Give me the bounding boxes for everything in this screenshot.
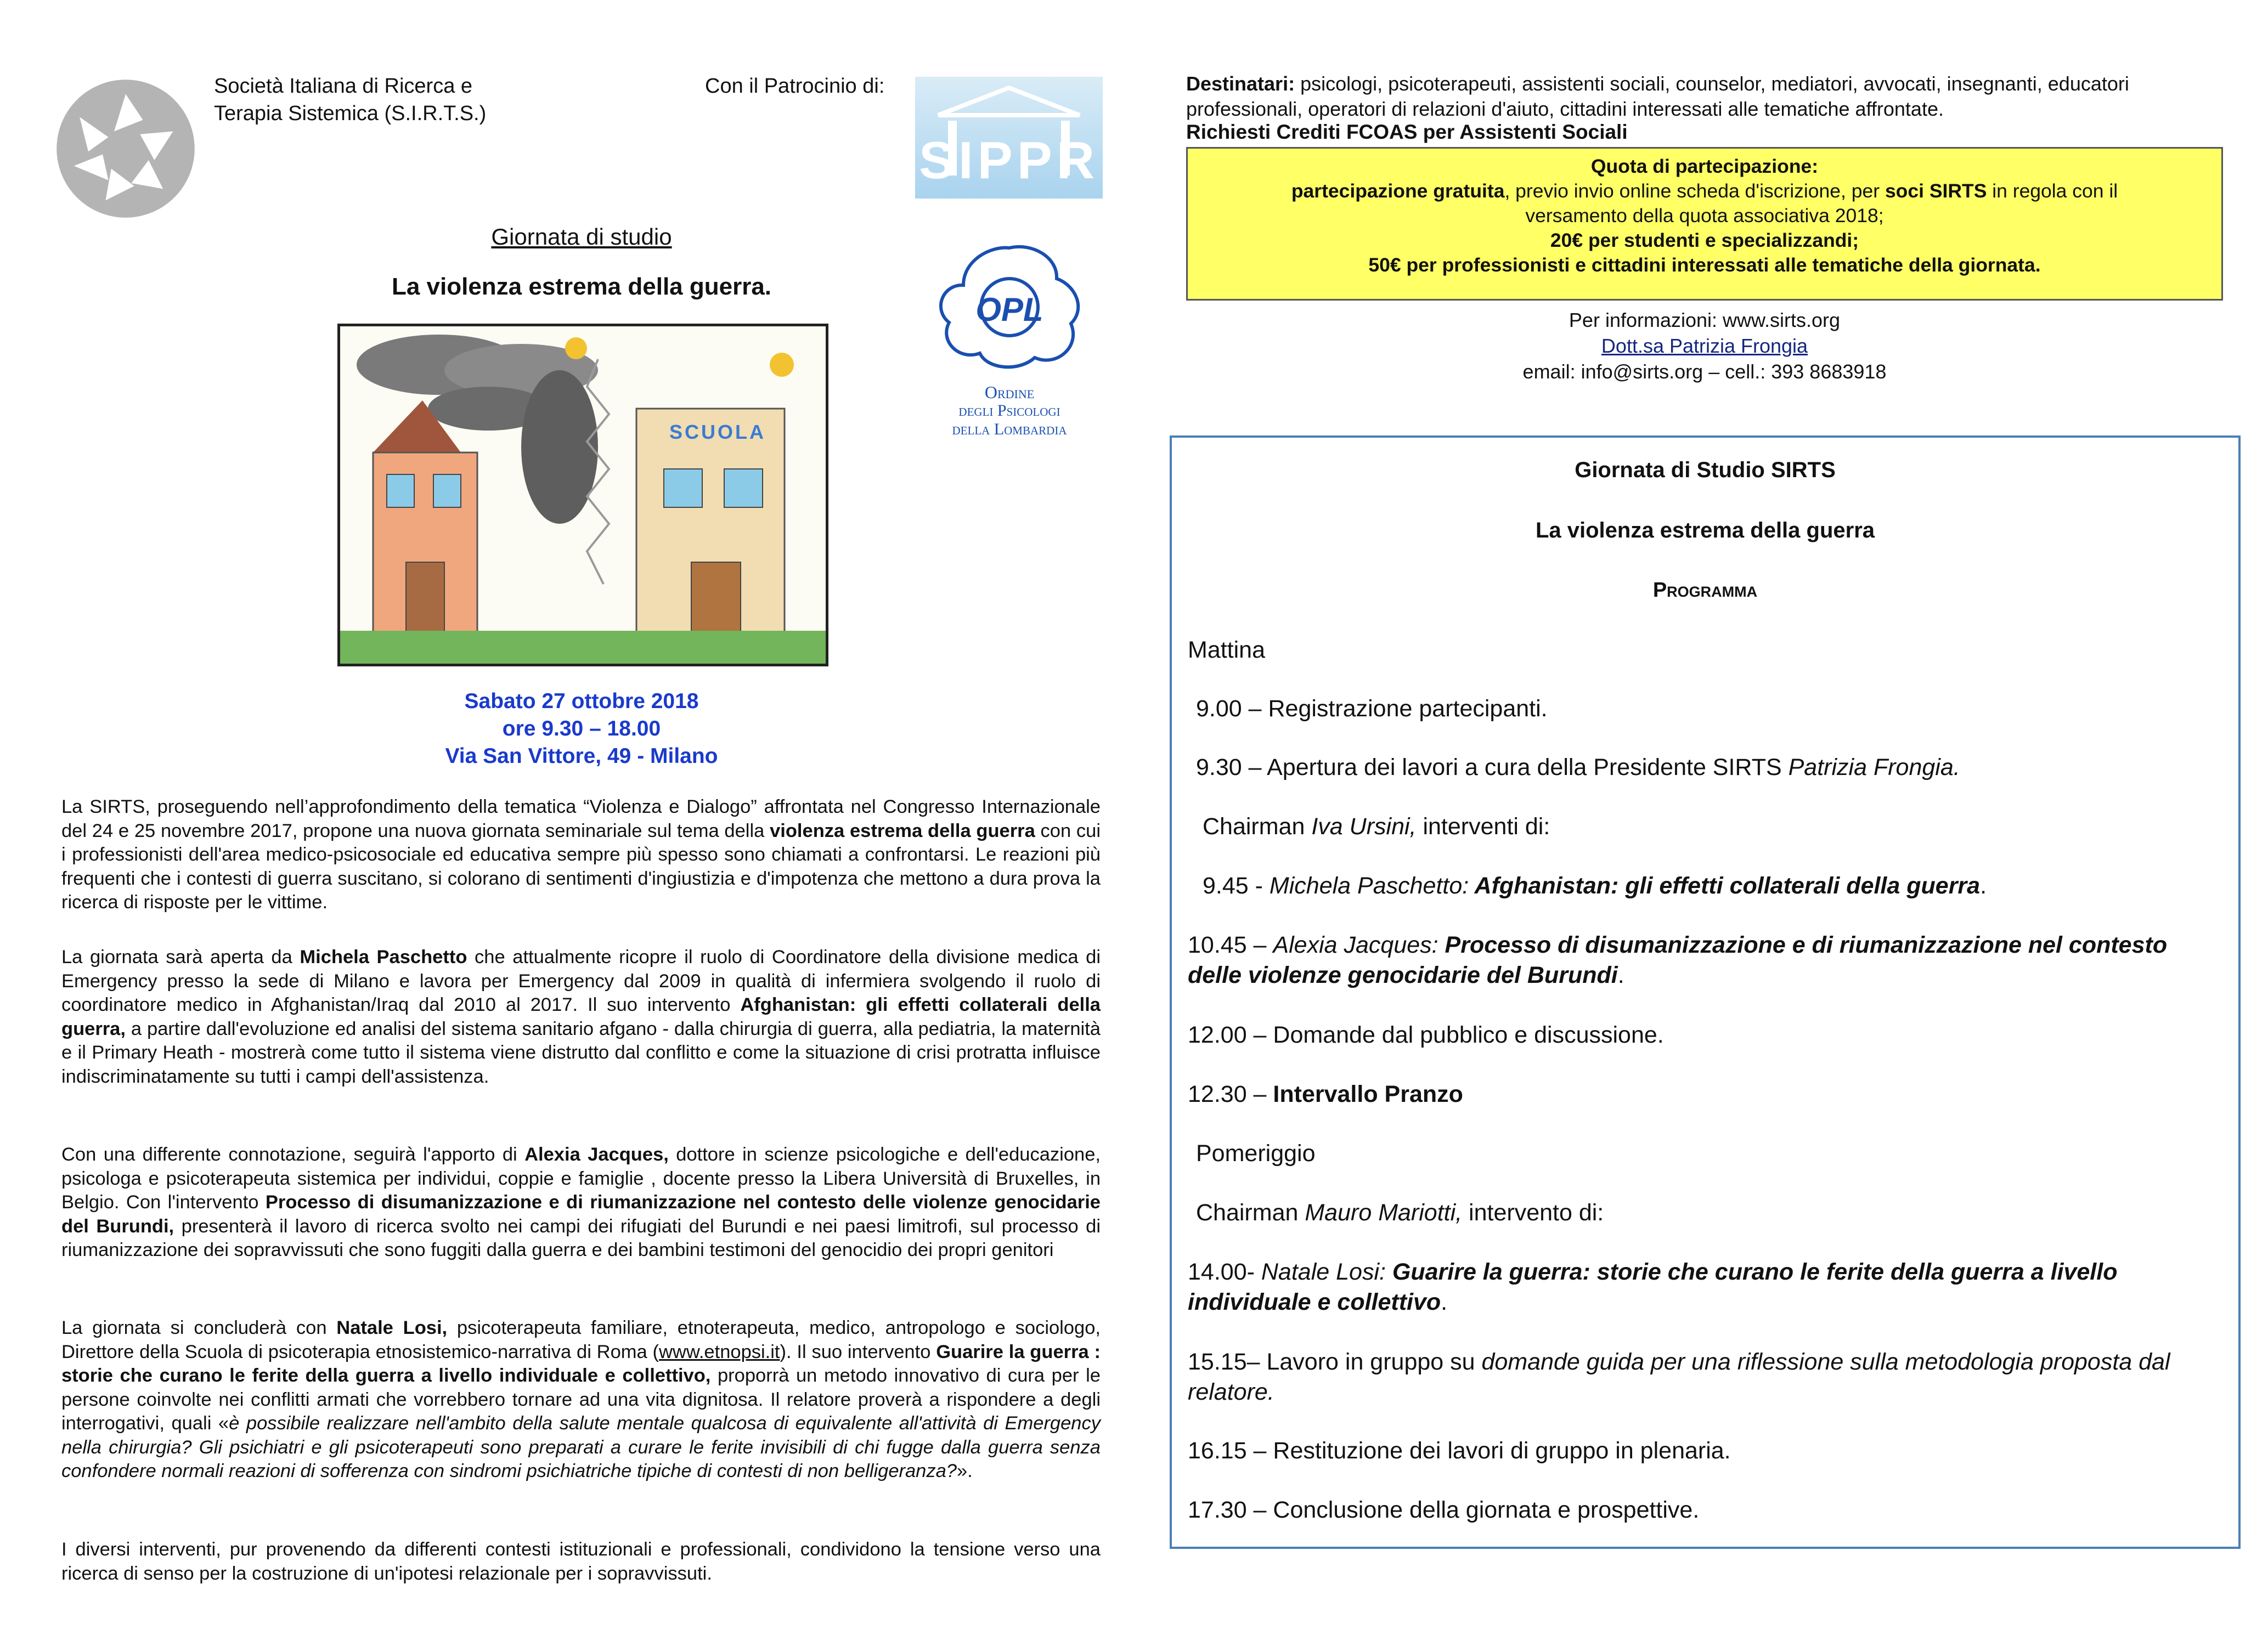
- event-date: Sabato 27 ottobre 2018: [464, 689, 699, 713]
- programme-heading: Programma: [1652, 579, 1758, 602]
- programme-item: 9.45 - Michela Paschetto: Afghanistan: gli effetti collaterali della guerra.: [1203, 873, 1987, 899]
- fee-professionals: 50€ per professionisti e cittadini interessati alle tematiche della giornata.: [1368, 254, 2041, 276]
- programme-item: 10.45 – Alexia Jacques: Processo di disumanizzazione e di riumanizzazione nel contesto delle violenze genocidarie del Burundi.: [1188, 932, 2168, 988]
- afternoon-label: Pomeriggio: [1196, 1140, 1316, 1167]
- chairman-afternoon: Chairman Mauro Mariotti, intervento di:: [1196, 1200, 1604, 1226]
- event-details: [0, 688, 1163, 770]
- child-drawing-illustration: [337, 324, 828, 666]
- school-sign: SCUOLA: [669, 421, 766, 443]
- chairman-morning: Chairman Iva Ursini, interventi di:: [1203, 813, 1550, 840]
- programme-item: 15.15– Lavoro in gruppo su domande guida per una riflessione sulla metodologia proposta dal relatore.: [1188, 1349, 2170, 1405]
- event-title: La violenza estrema della guerra.: [391, 273, 772, 300]
- programme-title: Giornata di Studio SIRTS: [1575, 458, 1836, 482]
- study-day-label: Giornata di studio: [491, 224, 672, 250]
- paschetto-paragraph: La giornata sarà aperta da Michela Paschetto che attualmente ricopre il ruolo di Coordinatore della divisione medica di Emergency presso la sede di Milano e lavora per Emergency dal 2009 in qualità di infermiera svolgendo il ruolo di coordinatore medico in Afghanistan/Iraq dal 2010 al 2017. Il suo intervento Afghanistan: gli effetti collaterali della guerra, a partire dall'evoluzione ed analisi del sistema sanitario afgano - dalla chirurgia di guerra, alla pediatria, la maternità e il Primary Heath - mostrerà come tutto il sistema viene distrutto dal conflitto e come la situazione di crisi protratta influisce indiscriminatamente su tutti i campi dell'assistenza.: [61, 947, 1101, 1087]
- contact-info: [1186, 307, 2223, 384]
- fee-free-line-2: versamento della quota associativa 2018;: [1525, 205, 1884, 227]
- opl-logo-line-3: della Lombardia: [952, 420, 1067, 438]
- org-line-1: Società Italiana di Ricerca e: [214, 75, 473, 98]
- org-line-2: Terapia Sistemica (S.I.R.T.S.): [214, 102, 487, 125]
- jacques-paragraph: Con una differente connotazione, seguirà l'apporto di Alexia Jacques, dottore in scienze psicologiche e dell'educazione, psicologa e psicoterapeuta sistemica per individui, coppie e famiglie , docente presso la Libera Università di Bruxelles, in Belgio. Con l'intervento Processo di disumanizzazione e di riumanizzazione nel contesto delle violenze genocidarie del Burundi, presenterà il lavoro di ricerca svolto nei campi dei rifugiati del Burundi e nei paesi limitrofi, sul processo di riumanizzazione dei sopravvissuti che sono fuggiti dalla guerra e dei bambini testimoni del genocidio dei propri genitori: [61, 1144, 1101, 1260]
- audience-text: Destinatari: psicologi, psicoterapeuti, assistenti sociali, counselor, mediatori, avvocati, insegnanti, educatori professionali, operatori di relazioni d'aiuto, cittadini interessati alle tematiche affrontate.: [1186, 72, 2129, 120]
- contact-name-link[interactable]: Dott.sa Patrizia Frongia: [1601, 335, 1808, 357]
- sippr-logo-text: SIPPR: [918, 131, 1099, 190]
- fee-box: [1186, 147, 2223, 301]
- fee-students: 20€ per studenti e specializzandi;: [1550, 229, 1859, 251]
- intro-paragraph: La SIRTS, proseguendo nell’approfondimento della tematica “Violenza e Dialogo” affrontata nel Congresso Internazionale del 24 e 25 novembre 2017, propone una nuova giornata seminariale sul tema della violenza estrema della guerra con cui i professionisti dell'area medico-psicosociale ed educativa sempre più spesso sono chiamati a confrontarsi. Le reazioni più frequenti che i contesti di guerra suscitano, si colorano di sentimenti d'ingiustizia e d'impotenza che mettono a dura prova la ricerca di risposte per le vittime.: [61, 796, 1101, 913]
- fee-free-line: partecipazione gratuita, previo invio online scheda d'iscrizione, per soci SIRTS in regola con il: [1291, 180, 2118, 202]
- programme-item: 12.00 – Domande dal pubblico e discussione.: [1188, 1022, 1664, 1048]
- opl-logo-line-2: degli Psicologi: [958, 401, 1060, 420]
- sirts-logo: [54, 77, 198, 220]
- programme-item: 9.30 – Apertura dei lavori a cura della Presidente SIRTS Patrizia Frongia.: [1196, 754, 1960, 780]
- etnopsi-link[interactable]: www.etnopsi.it: [659, 1341, 780, 1362]
- fee-title: Quota di partecipazione:: [1590, 155, 1819, 177]
- programme-subtitle: La violenza estrema della guerra: [1535, 518, 1875, 542]
- organization-name: [214, 72, 486, 127]
- event-place: Via San Vittore, 49 - Milano: [445, 744, 718, 768]
- opl-logo: [927, 240, 1092, 438]
- closing-paragraph: I diversi interventi, pur provenendo da differenti contesti istituzionali e professionali, condividono la tensione verso una ricerca di senso per la costruzione di un'ipotesi relazionale per i sopravvissuti.: [61, 1539, 1101, 1584]
- programme-item: 17.30 – Conclusione della giornata e prospettive.: [1188, 1497, 1700, 1523]
- programme-item: 12.30 – Intervallo Pranzo: [1188, 1081, 1463, 1107]
- opl-logo-mark: OPL: [975, 291, 1043, 328]
- programme-item: 16.15 – Restituzione dei lavori di gruppo in plenaria.: [1188, 1438, 1731, 1464]
- event-time: ore 9.30 – 18.00: [502, 717, 661, 740]
- opl-logo-line-1: Ordine: [984, 382, 1035, 402]
- programme-item: 9.00 – Registrazione partecipanti.: [1196, 695, 1548, 722]
- sippr-logo: [915, 77, 1103, 199]
- programme-item: 14.00- Natale Losi: Guarire la guerra: storie che curano le ferite della guerra a livello individuale e collettivo.: [1188, 1259, 2118, 1315]
- patronage-label: Con il Patrocinio di:: [705, 75, 885, 98]
- contact-email-phone: email: info@sirts.org – cell.: 393 8683918: [1522, 360, 1887, 383]
- fcoas-credits: Richiesti Crediti FCOAS per Assistenti Sociali: [1186, 121, 1628, 143]
- losi-paragraph: La giornata si concluderà con Natale Losi, psicoterapeuta familiare, etnoterapeuta, medico, antropologo e sociologo, Direttore della Scuola di psicoterapia etnosistemico-narrativa di Roma (www.etnopsi.it). Il suo intervento Guarire la guerra : storie che curano le ferite della guerra a livello individuale e collettivo, proporrà un metodo innovativo di cura per le persone coinvolte nei conflitti armati che vorrebbero tornare ad una vita dignitosa. Il relatore proverà a rispondere a degli interrogativi, quali «è possibile realizzare nell'ambito della salute mentale qualcosa di equivalente all'attività di Emergency nella chirurgia? Gli psichiatri e gli psicoterapeuti sono preparati a curare le ferite invisibili di chi fugge dalla guerra senza confondere normali reazioni di sofferenza con sindromi psichiatriche tipiche di contesti di non belligeranza?».: [61, 1317, 1101, 1481]
- info-website: Per informazioni: www.sirts.org: [1569, 309, 1841, 331]
- morning-label: Mattina: [1188, 637, 1266, 663]
